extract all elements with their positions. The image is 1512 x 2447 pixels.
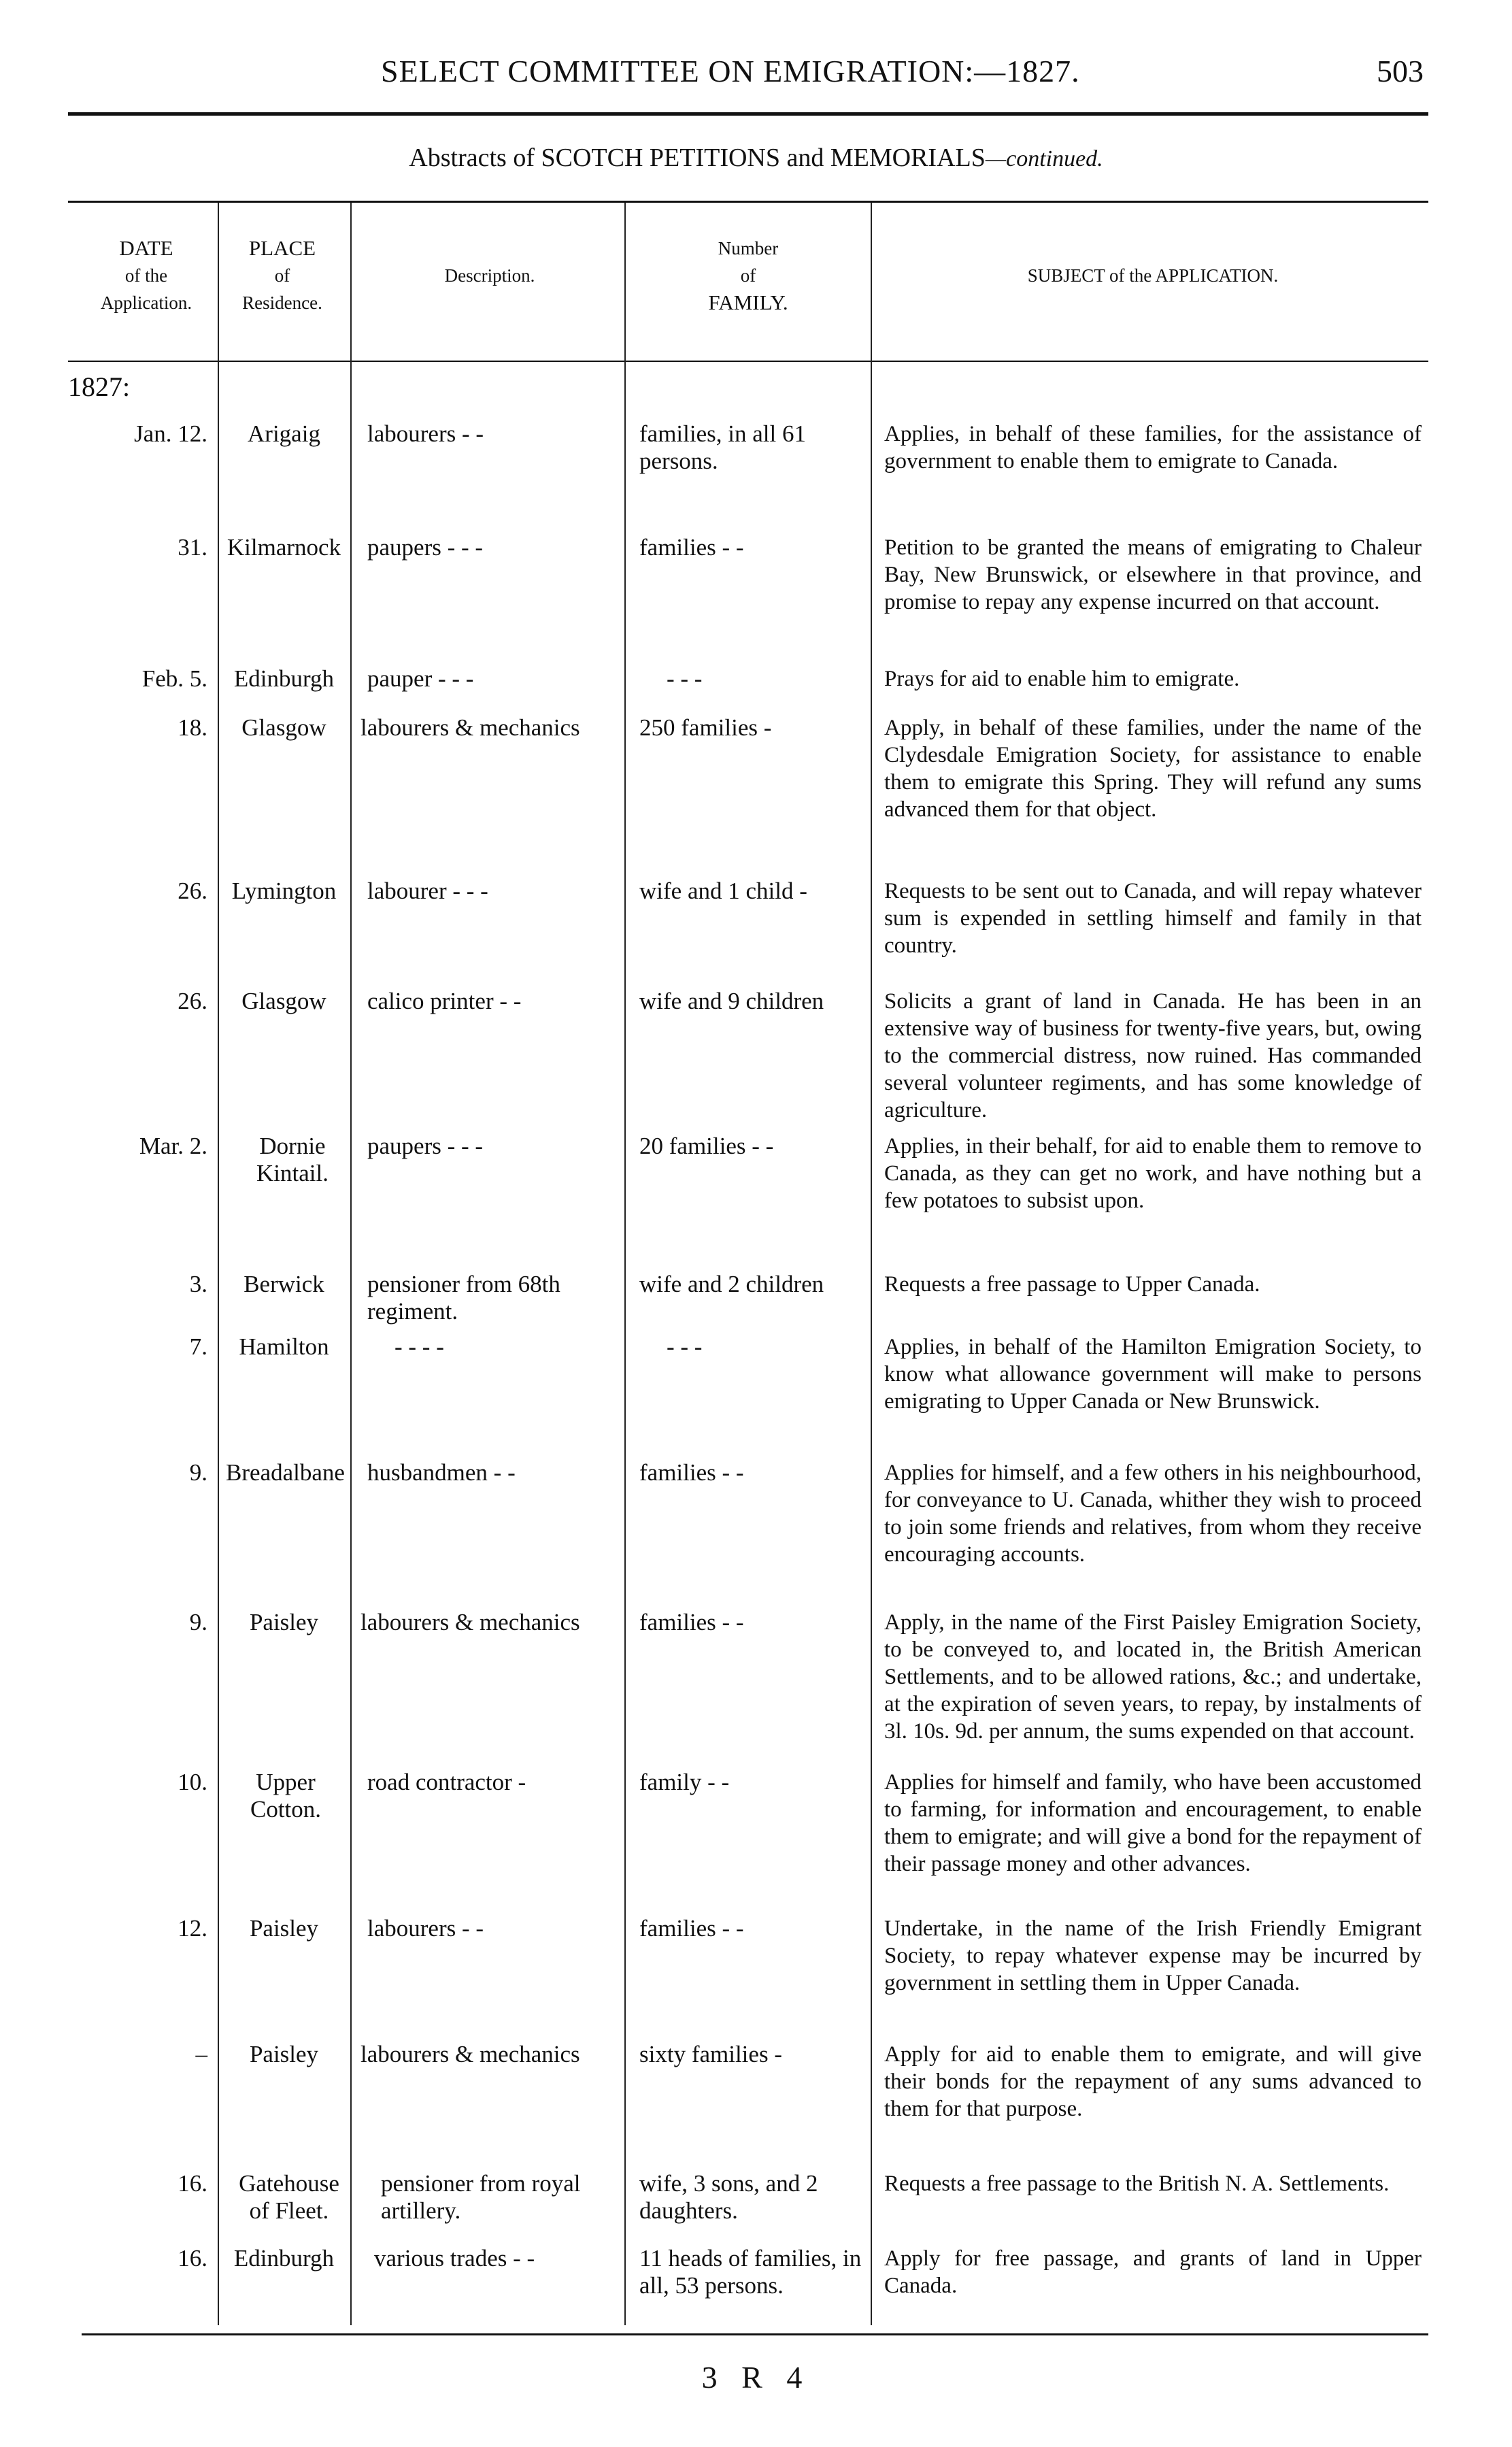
table-row-place: Edinburgh: [233, 665, 335, 692]
table-row-number: sixty families -: [639, 2041, 782, 2067]
table-row-number: 20 families - -: [639, 1133, 774, 1159]
table-row-place: Glasgow: [241, 988, 326, 1014]
col-head-description: Description.: [444, 265, 535, 286]
table-row-place: Breadalbane: [226, 1459, 345, 1486]
table-row-place: Hamilton: [239, 1333, 329, 1360]
table-row-subject: Solicits a grant of land in Canada. He has been in an extensive way of business for twenty-five years, but, owing to the commercial distress, now ruined. Has commanded several volunteer regiments, and has some knowledge of agriculture.: [884, 989, 1422, 1122]
table-row-description: - - - -: [394, 1333, 444, 1360]
table-row-description: pensioner from royal artillery.: [381, 2170, 581, 2224]
table-row-subject: Requests a free passage to the British N. A. Settlements.: [884, 2171, 1390, 2196]
table-row-description: paupers - - -: [367, 534, 484, 561]
col-head-date: DATE of the Application.: [100, 236, 192, 313]
table-row-place: Berwick: [243, 1271, 324, 1297]
table-row-place: Edinburgh: [233, 2245, 335, 2271]
table-row-place: Paisley: [249, 2041, 319, 2067]
table-row-description: labourers & mechanics: [360, 2041, 580, 2067]
table-row-subject: Apply, in the name of the First Paisley Emigration Society, to be conveyed to, and located in, the British American Settlements, and to be allowed rations, &c.; and undertake, at the expiration of seven years, to repay, by instalments of 3l. 10s. 9d. per annum, the sums expended on that account.: [884, 1610, 1422, 1744]
table-row-number: wife, 3 sons, and 2 daughters.: [639, 2170, 818, 2224]
top-rule: [68, 112, 1428, 116]
table-row-description: various trades - -: [374, 2245, 535, 2271]
table-row-date: Feb. 5.: [141, 665, 207, 692]
table-row-number: families - -: [639, 1609, 744, 1635]
table-row-subject: Requests a free passage to Upper Canada.: [884, 1272, 1260, 1297]
table-row-place: Dornie Kintail.: [256, 1133, 329, 1186]
table-row-place: Arigaig: [248, 420, 320, 447]
table-row-description: paupers - - -: [367, 1133, 484, 1159]
table-row-date: –: [195, 2041, 207, 2067]
table-row-subject: Apply, in behalf of these families, under the name of the Clydesdale Emigration Society, for assistance to enable them to emigrate this Spring. They will refund any sums advanced them for that object.: [884, 716, 1422, 822]
bottom-rule: [82, 2333, 1428, 2335]
header-top-rule: [68, 201, 1428, 203]
table-row-description: labourer - - -: [367, 878, 488, 904]
table-row-number: - - -: [667, 1333, 703, 1360]
table-row-description: pauper - - -: [367, 665, 474, 692]
table-row-date: 26.: [178, 878, 207, 904]
table-row-description: labourers & mechanics: [360, 1609, 580, 1635]
table-row-description: road contractor -: [367, 1769, 526, 1795]
table-row-subject: Requests to be sent out to Canada, and will repay whatever sum is expended in settling himself and family in that country.: [884, 879, 1422, 958]
table-row-number: 250 families -: [639, 714, 772, 741]
table-row-date: 10.: [178, 1769, 207, 1795]
table-row-subject: Applies, in behalf of these families, for the assistance of government to enable them to emigrate to Canada.: [884, 422, 1422, 473]
table-row-subject: Prays for aid to enable him to emigrate.: [884, 667, 1240, 691]
table-row-place: Paisley: [249, 1609, 319, 1635]
table-row-date: Mar. 2.: [139, 1133, 207, 1159]
table-row-date: 16.: [178, 2170, 207, 2197]
col-head-place: PLACE of Residence.: [242, 236, 322, 313]
table-row-description: labourers - -: [367, 420, 484, 447]
table-row-place: Paisley: [249, 1915, 319, 1942]
table-row-description: labourers - -: [367, 1915, 484, 1942]
table-row-number: 11 heads of families, in all, 53 persons.: [639, 2245, 862, 2299]
col-rule-2: [350, 203, 352, 2325]
table-row-number: - - -: [667, 665, 703, 692]
col-head-subject: SUBJECT of the APPLICATION.: [1027, 265, 1279, 286]
table-row-date: 3.: [189, 1271, 207, 1297]
table-row-subject: Undertake, in the name of the Irish Friendly Emigrant Society, to repay whatever expense may be incurred by government in settling them in Upper Canada.: [884, 1916, 1422, 1995]
running-head: [0, 53, 1512, 94]
table-row-place: Gatehouse of Fleet.: [239, 2170, 339, 2224]
year-label: 1827:: [68, 371, 131, 402]
table-row-date: 31.: [178, 534, 207, 561]
table-row-place: Glasgow: [241, 714, 326, 741]
table-row-place: Upper Cotton.: [250, 1769, 322, 1822]
col-rule-4: [871, 203, 872, 2325]
table-row-subject: Petition to be granted the means of emigrating to Chaleur Bay, New Brunswick, or elsewhere in that province, and promise to repay any expense incurred on that account.: [884, 535, 1422, 614]
header-bottom-rule: [68, 361, 1428, 362]
table-row-place: Kilmarnock: [226, 534, 341, 561]
table-row-subject: Applies for himself and family, who have been accustomed to farming, for information and encouragement, to enable them to emigrate; and will give a bond for the repayment of their passage money and other advances.: [884, 1770, 1422, 1876]
table-row-description: husbandmen - -: [367, 1459, 516, 1486]
table-row-date: 16.: [178, 2245, 207, 2271]
table-row-place: Lymington: [231, 878, 337, 904]
table-row-date: 9.: [189, 1459, 207, 1486]
col-rule-1: [218, 203, 219, 2325]
table-row-number: wife and 2 children: [639, 1271, 824, 1297]
table-row-date: 26.: [178, 988, 207, 1014]
table-row-date: 9.: [189, 1609, 207, 1635]
table-row-description: labourers & mechanics: [360, 714, 580, 741]
table-row-number: wife and 1 child -: [639, 878, 807, 904]
table-row-subject: Applies for himself, and a few others in his neighbourhood, for conveyance to U. Canada, whither they wish to proceed to join some friends and relatives, from whom they receive encouraging accounts.: [884, 1461, 1422, 1567]
table-row-subject: Apply for aid to enable them to emigrate, and will give their bonds for the repayment of any sums advanced to them for that purpose.: [884, 2042, 1422, 2121]
subtitle-text: Abstracts of SCOTCH PETITIONS and MEMORIALS: [409, 144, 986, 172]
table-row-number: families, in all 61 persons.: [639, 420, 806, 474]
signature-mark: 3 R 4: [701, 2360, 811, 2395]
page-number: 503: [1377, 54, 1424, 88]
table-row-description: calico printer - -: [367, 988, 522, 1014]
col-head-number: Number of FAMILY.: [708, 238, 788, 314]
table-row-number: families - -: [639, 1459, 744, 1486]
table-row-date: Jan. 12.: [134, 420, 207, 447]
table-row-date: 12.: [178, 1915, 207, 1942]
subtitle-continued: —continued.: [985, 146, 1103, 171]
table-row-subject: Apply for free passage, and grants of land in Upper Canada.: [884, 2246, 1422, 2298]
table-subtitle: [0, 143, 1512, 173]
table-row-number: families - -: [639, 1915, 744, 1942]
page-title: SELECT COMMITTEE ON EMIGRATION:—1827.: [381, 54, 1080, 88]
table-row-number: families - -: [639, 534, 744, 561]
table-row-date: 18.: [178, 714, 207, 741]
table-row-subject: Applies, in their behalf, for aid to enable them to remove to Canada, as they can get no work, and have nothing but a few potatoes to subsist upon.: [884, 1134, 1422, 1213]
col-rule-3: [624, 203, 626, 2325]
table-row-subject: Applies, in behalf of the Hamilton Emigration Society, to know what allowance government will make to persons emigrating to Upper Canada or New Brunswick.: [884, 1335, 1422, 1414]
table-row-description: pensioner from 68th regiment.: [367, 1271, 560, 1325]
table-row-number: family - -: [639, 1769, 730, 1795]
table-row-date: 7.: [189, 1333, 207, 1360]
table-row-number: wife and 9 children: [639, 988, 824, 1014]
